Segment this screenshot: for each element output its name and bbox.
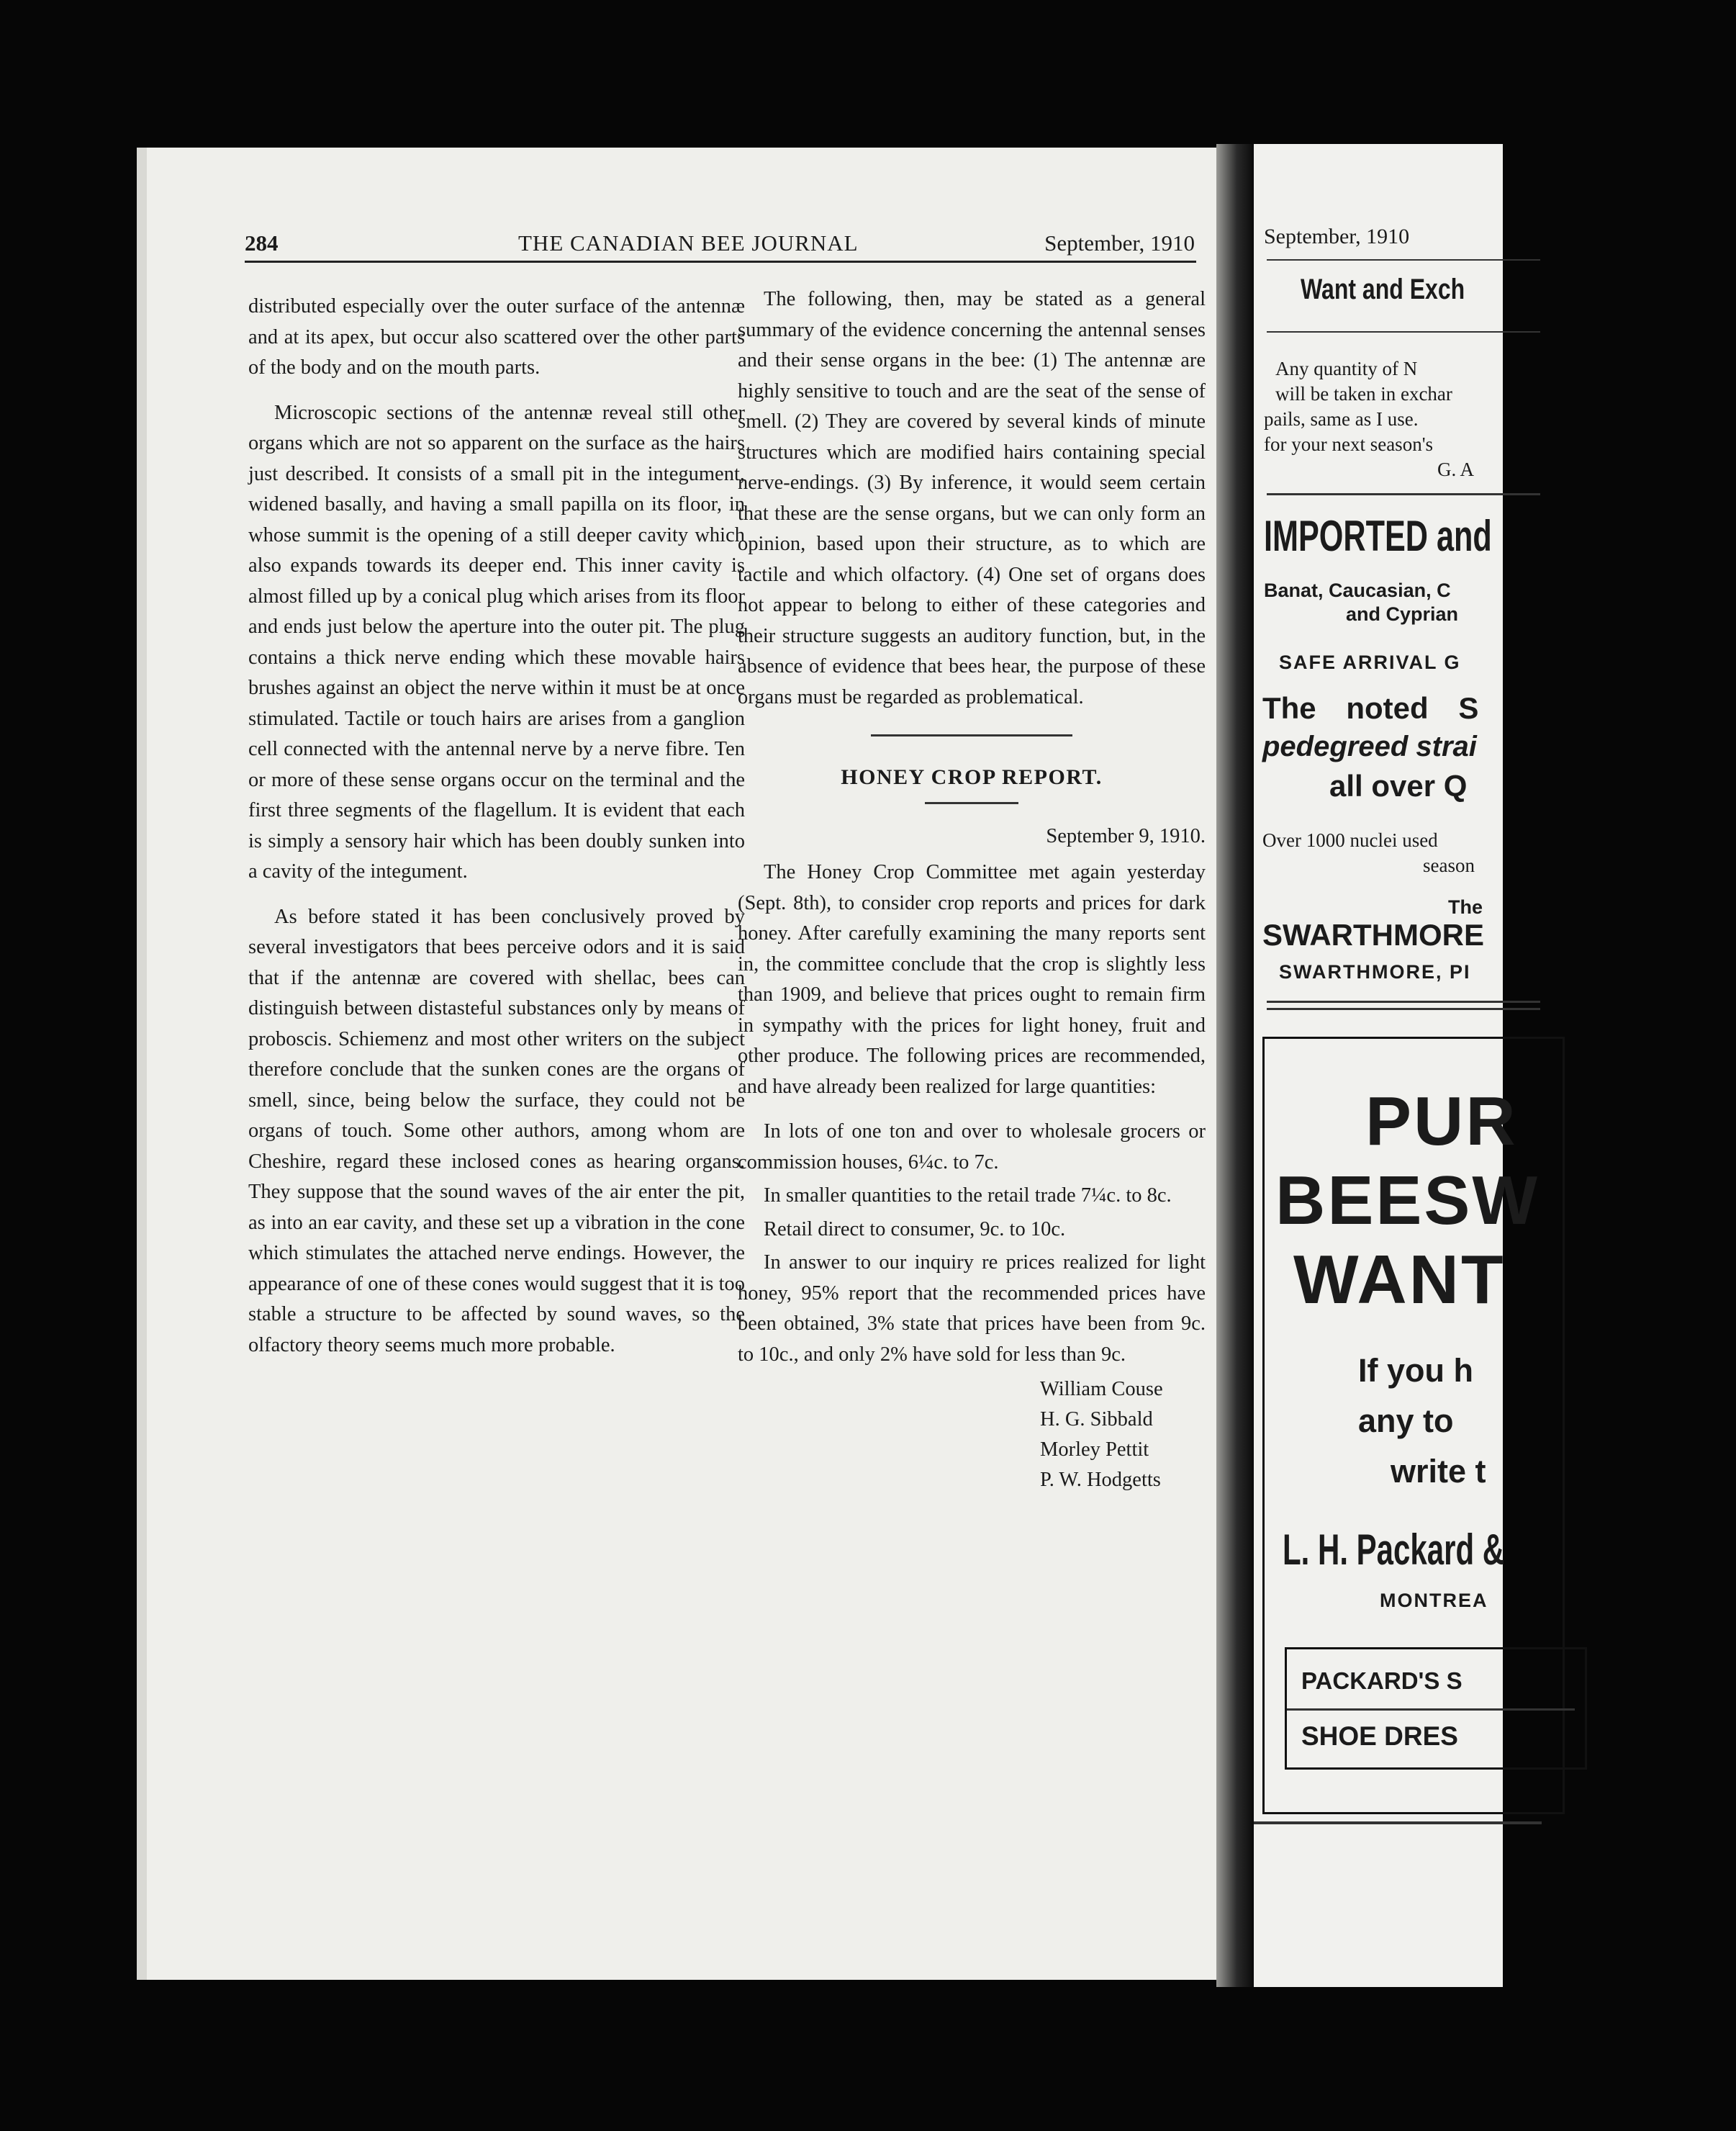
any-to-line: any to [1358,1402,1454,1439]
signer: Morley Pettit [1040,1438,1149,1461]
paragraph: As before stated it has been conclusively proved by several investigators that bees perceive odors and it is said that if the antennæ are covered with shellac, bees can distinguish between distasteful substances only by means of proboscis. Schiemenz and most other writers on the subject therefore conclude that the sunken cones are the organs of smell, since, being below the surface, they could not be organs of touch. Some other authors, among whom are Cheshire, regard these inclosed cones as hearing organs. They suppose that the sound waves of the air enter the pit, as into an ear cavity, and these set up a vibration in the cone which stimulates the attached nerve endings. However, the appearance of one of these cones would suggest that it is too stable a structure to be affected by sound waves, so the olfactory theory seems much more probable. [248,905,745,1356]
report-paragraph: In lots of one ton and over to wholesale grocers or commission houses, 6¼c. to 7c. [738,1120,1206,1173]
divider [1287,1708,1575,1711]
beeswax-ad-box [1262,1037,1565,1814]
report-paragraph: In smaller quantities to the retail trade 7¼c. to 8c. [764,1184,1172,1207]
pedegreed-line: pedegreed strai [1262,731,1477,762]
write-line: write t [1391,1453,1486,1490]
right-column [738,284,1206,1495]
divider [1267,493,1540,495]
header-date: September, 1910 [1044,230,1195,256]
title-rule [925,802,1018,804]
header-rule [245,261,1196,263]
swarthmore-heading: SWARTHMORE [1262,918,1484,952]
ad-line: Any quantity of N [1275,358,1418,379]
want-heading: Want and Exch [1301,274,1465,305]
all-over-line: all over Q [1329,769,1468,803]
signer: William Couse [1040,1378,1163,1400]
pure-word: PUR [1365,1083,1518,1160]
right-page-date: September, 1910 [1264,225,1410,248]
packard-name: L. H. Packard & [1283,1526,1505,1574]
right-page [1254,144,1540,1987]
signer: P. W. Hodgetts [1040,1469,1161,1491]
shoe-dres-line: SHOE DRES [1301,1721,1458,1751]
breeds-line: and Cyprian [1346,603,1459,625]
book-gutter [1216,144,1254,1987]
safe-arrival: SAFE ARRIVAL G [1279,652,1461,673]
ad-line: G. A [1437,459,1475,480]
wanted-word: WANT [1293,1241,1506,1318]
journal-title: THE CANADIAN BEE JOURNAL [518,230,859,256]
ad-line: pails, same as I use. [1264,408,1419,430]
report-title: HONEY CROP REPORT. [841,765,1103,789]
divider [1267,331,1540,333]
page-number: 284 [245,230,279,256]
breeds-line: Banat, Caucasian, C [1264,580,1451,601]
divider [1267,1008,1540,1010]
left-column [248,292,745,1375]
the-word: The [1448,896,1483,918]
section-divider [871,734,1072,736]
divider [1267,259,1540,261]
paragraph: distributed especially over the outer surface of the antennæ and at its apex, but occur also scattered over the other parts of the body and on the mouth parts. [248,295,745,379]
signers-list [1040,1374,1206,1495]
season-line: season [1423,855,1475,876]
packards-line: PACKARD'S S [1301,1667,1463,1694]
divider [1267,1001,1540,1003]
swarthmore-address: SWARTHMORE, PI [1279,961,1471,983]
ad-line: will be taken in exchar [1275,383,1452,405]
nuclei-line: Over 1000 nuclei used [1262,829,1438,851]
packards-box [1285,1647,1587,1770]
report-paragraph: Retail direct to consumer, 9c. to 10c. [764,1217,1066,1240]
montreal-line: MONTREA [1380,1590,1488,1611]
report-date: September 9, 1910. [1046,824,1206,847]
if-you-line: If you h [1358,1352,1473,1389]
summary-paragraph: The following, then, may be stated as a general summary of the evidence concerning the antennal senses and their sense organs in the bee: (1) The antennæ are highly sensitive to touch and are the seat of the sense of smell. (2) They are covered by several kinds of minute structures which are modified hairs containing special nerve-endings. (3) By inference, it would seem certain that these are the sense organs, but we can only form an opinion, based upon their structure, as to which are tactile and which olfactory. (4) One set of organs does not appear to belong to either of these categories and their structure suggests an auditory function, but, in the absence of evidence that bees hear, the purpose of these organs must be regarded as problematical. [738,288,1206,708]
report-paragraph: The Honey Crop Committee met again yesterday (Sept. 8th), to consider crop reports and prices for dark honey. After carefully examining the many reports sent in, the committee conclude that the crop is slightly less than 1909, and believe that prices ought to remain firm in sympathy with the prices for light honey, fruit and other produce. The following prices are recommended, and have already been realized for large quantities: [738,861,1206,1098]
paragraph: Microscopic sections of the antennæ reveal still other organs which are not so apparent on the surface as the hairs just described. It consists of a small pit in the integument, widened basally, and having a small papilla on its floor, in whose summit is the opening of a still deeper cavity which also expands towards its deeper end. This inner cavity is almost filled up by a conical plug which arises from its floor and ends just below the aperture into the outer pit. The plug contains a thick nerve ending which these movable hairs brushes against an object the nerve within it must be at once stimulated. Tactile or touch hairs are arises from a ganglion cell connected with the antennal nerve by a nerve fibre. Ten or more of these sense organs occur on the terminal and the first three segments of the flagellum. It is evident that each is simply a sensory hair which has been doubly sunken into a cavity of the integument. [248,401,745,883]
divider [1254,1821,1542,1824]
noted-line: The noted S [1262,691,1479,725]
report-paragraph: In answer to our inquiry re prices realized for light honey, 95% report that the recommended prices have been obtained, 3% state that prices have been from 9c. to 10c., and only 2% have sold for less than 9c. [738,1251,1206,1366]
signer: H. G. Sibbald [1040,1408,1153,1431]
beeswax-word: BEESW [1275,1162,1540,1239]
imported-heading: IMPORTED and [1264,512,1492,560]
ad-line: for your next season's [1264,433,1434,455]
